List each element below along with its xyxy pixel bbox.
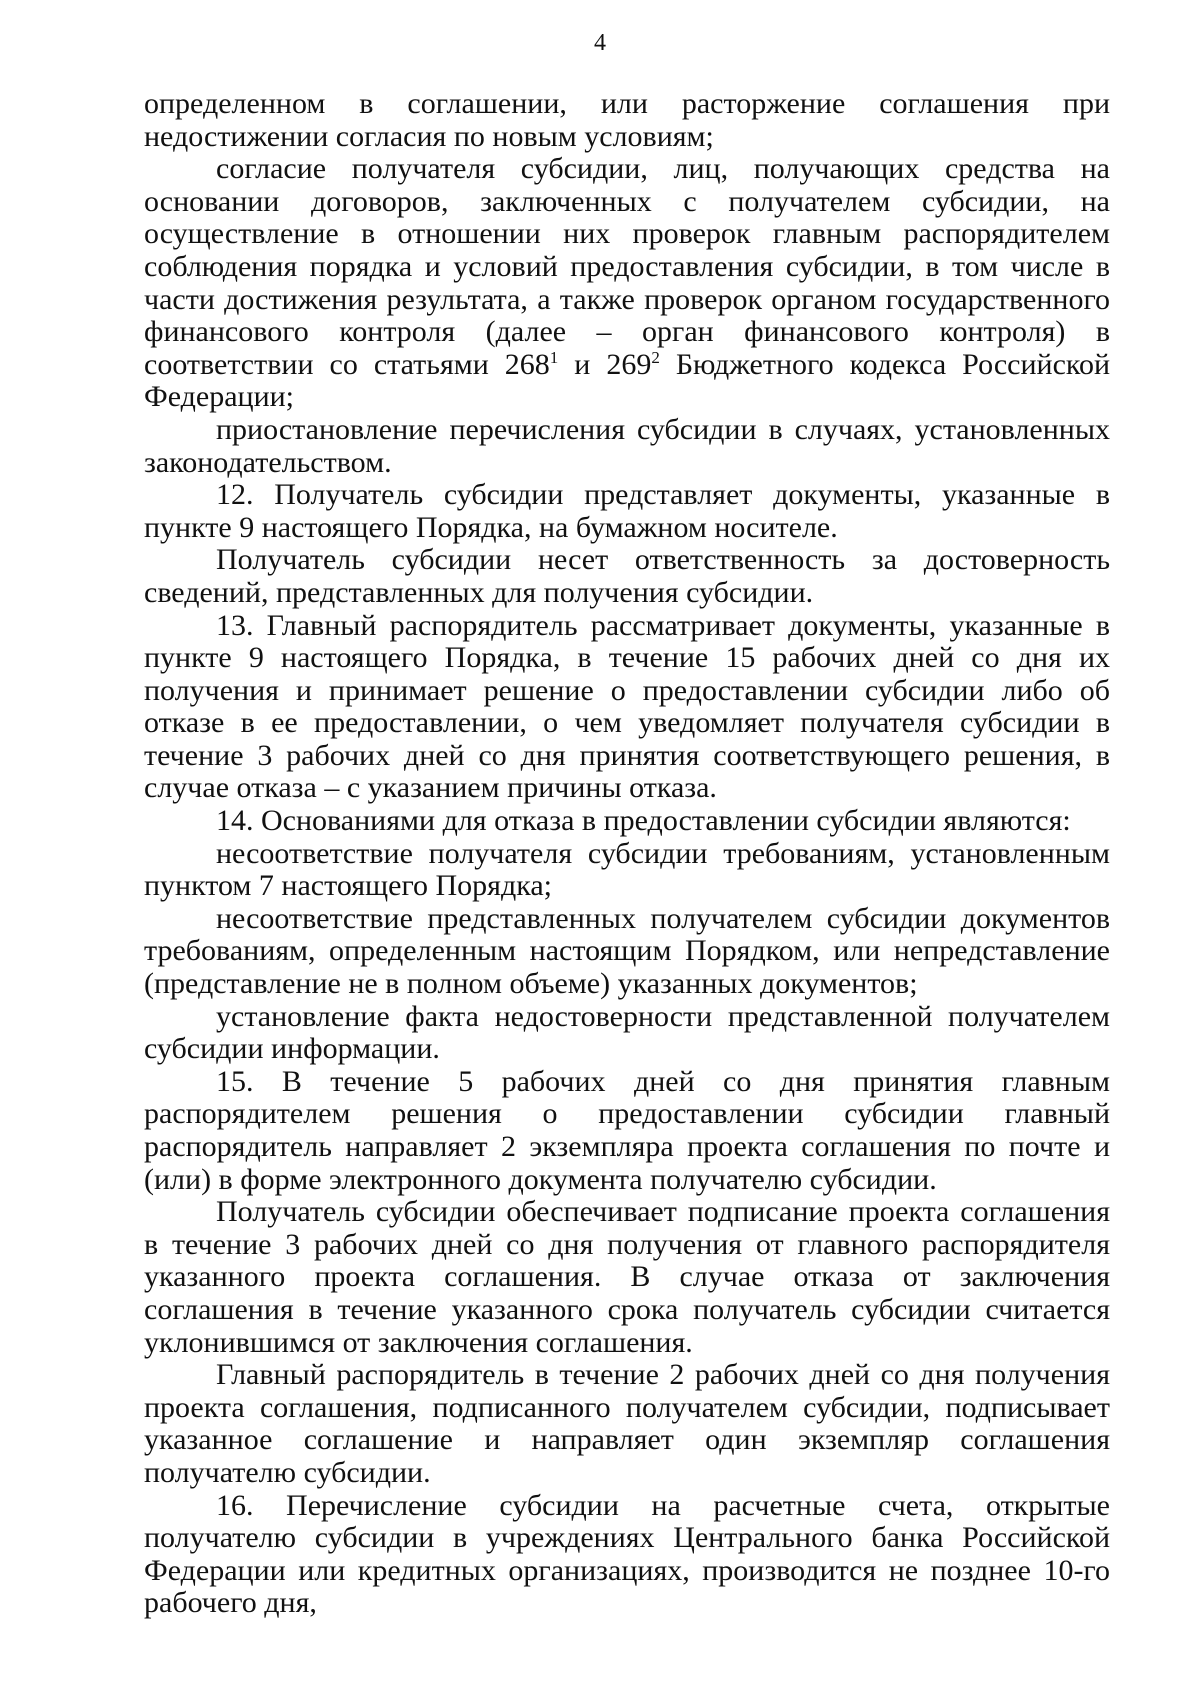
paragraph-item-13: 13. Главный распорядитель рассматривает документы, указанные в пункте 9 настоящего Порядка, в течение 15 рабочих дней со дня их получения и принимает решение о предоставлении субсидии либо об отказе в ее предоставлении, о чем уведомляет получателя субсидии в течение 3 рабочих дней со дня принятия соответствующего решения, в случае отказа – с указанием причины отказа. [144, 608, 1110, 805]
paragraph-signing: Получатель субсидии обеспечивает подписание проекта соглашения в течение 3 рабочих дней со дня получения от главного распорядителя указанного проекта соглашения. В случае отказа от заключения соглашения в течение указанного срока получатель субсидии считается уклонившимся от заключения соглашения. [144, 1195, 1110, 1359]
paragraph-suspension: приостановление перечисления субсидии в случаях, установленных законодательством. [144, 412, 1110, 479]
paragraph-item-12: 12. Получатель субсидии представляет документы, указанные в пункте 9 настоящего Порядка, на бумажном носителе. [144, 478, 1110, 544]
paragraph-text: Бюджетного кодекса Российской Федерации; [144, 347, 1110, 414]
paragraph-item-14: 14. Основаниями для отказа в предоставлении субсидии являются: [216, 804, 1071, 838]
superscript-1: 1 [549, 347, 559, 367]
paragraph-item-15: 15. В течение 5 рабочих дней со дня принятия главным распорядителем решения о предоставлении субсидии главный распорядитель направляет 2 экземпляра проекта соглашения по почте и (или) в форме электронного документа получателю субсидии. [144, 1064, 1110, 1196]
paragraph-responsibility: Получатель субсидии несет ответственность за достоверность сведений, представленных для получения субсидии. [144, 543, 1110, 609]
paragraph-text: и 269 [558, 347, 652, 381]
paragraph-refusal-ground-3: установление факта недостоверности представленной получателем субсидии информации. [144, 999, 1110, 1066]
page-number: 4 [594, 30, 606, 56]
paragraph-continuation: определенном в соглашении, или расторжение соглашения при недостижении согласия по новым условиям; [144, 87, 1110, 153]
paragraph-distributor-signing: Главный распорядитель в течение 2 рабочих дней со дня получения проекта соглашения, подписанного получателем субсидии, подписывает указанное соглашение и направляет один экземпляр соглашения получателю субсидии. [144, 1358, 1110, 1489]
superscript-2: 2 [651, 347, 660, 367]
paragraph-refusal-ground-2: несоответствие представленных получателем субсидии документов требованиям, определенным настоящим Порядком, или непредставление (представление не в полном объеме) указанных документов; [144, 901, 1110, 1001]
document-body [144, 88, 1110, 1620]
paragraph-text: согласие получателя субсидии, лиц, получающих средства на основании договоров, заключенных с получателем субсидии, на осуществление в отношении них проверок главным распорядителем соблюдения порядка и условий предоставления субсидии, в том числе в части достижения результата, а также проверок органом государственного финансового контроля (далее – орган финансового контроля) в соответствии со статьями 268 [144, 152, 1110, 381]
paragraph-consent-inspections [144, 153, 1110, 414]
paragraph-refusal-ground-1: несоответствие получателя субсидии требованиям, установленным пунктом 7 настоящего Порядка; [144, 836, 1110, 903]
paragraph-item-16: 16. Перечисление субсидии на расчетные счета, открытые получателю субсидии в учреждениях Центрального банка Российской Федерации или кредитных организациях, производится не позднее 10-го рабочего дня, [144, 1488, 1110, 1620]
